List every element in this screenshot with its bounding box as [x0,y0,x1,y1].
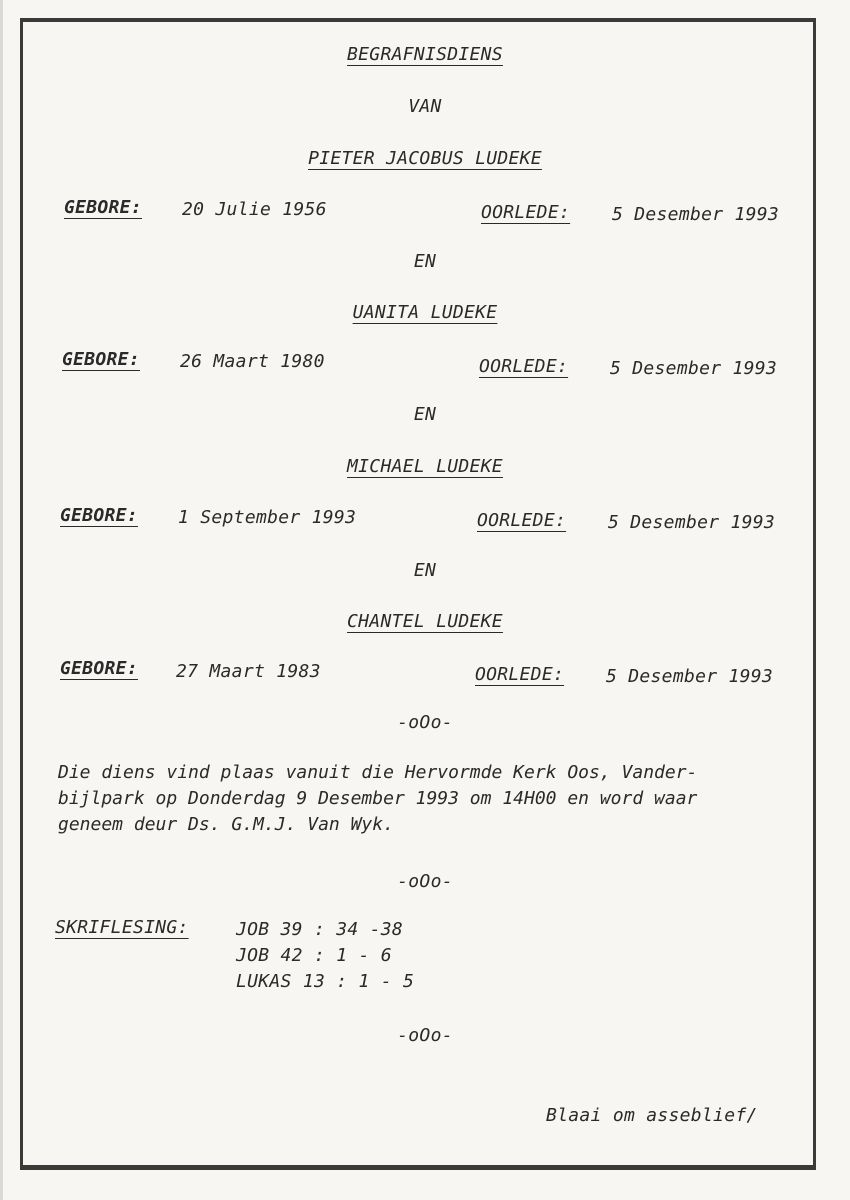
page-title: BEGRAFNISDIENS [347,44,503,65]
died-label-3: OORLEDE: [477,510,567,531]
died-date-4: 5 Desember 1993 [606,666,774,687]
page-border [20,18,816,1170]
born-label-4: GEBORE: [60,658,138,679]
born-label-3: GEBORE: [60,505,138,526]
died-label-2: OORLEDE: [479,356,569,377]
reading-label: SKRIFLESING: [55,917,189,938]
separator-1: -oOo- [397,712,453,733]
born-date-4: 27 Maart 1983 [176,661,321,682]
service-paragraph [58,760,838,838]
en-text-1: EN [413,251,437,272]
born-date-3: 1 September 1993 [178,507,357,528]
separator-2: -oOo- [397,871,453,892]
van-text: VAN [408,96,442,117]
person-name-3: MICHAEL LUDEKE [347,456,503,477]
service-line-2: bijlpark op Donderdag 9 Desember 1993 om 14H00 en word waar [58,788,698,809]
service-line-1: Die diens vind plaas vanuit die Hervormde Kerk Oos, Vander- [58,762,698,783]
died-label-1: OORLEDE: [481,202,571,223]
person-name-2: UANITA LUDEKE [352,302,498,323]
person-name-4: CHANTEL LUDEKE [347,611,503,632]
born-label-1: GEBORE: [64,197,142,218]
separator-3: -oOo- [397,1025,453,1046]
reading-item-1: JOB 39 : 34 -38 [236,919,404,940]
footer-note: Blaai om asseblief/ [546,1105,758,1126]
born-date-1: 20 Julie 1956 [182,199,327,220]
born-date-2: 26 Maart 1980 [180,351,325,372]
service-line-3: geneem deur Ds. G.M.J. Van Wyk. [58,814,394,835]
died-date-1: 5 Desember 1993 [612,204,780,225]
died-date-2: 5 Desember 1993 [610,358,778,379]
died-label-4: OORLEDE: [475,664,565,685]
person-name-1: PIETER JACOBUS LUDEKE [308,148,542,169]
page-left-edge [0,0,3,1200]
en-text-2: EN [413,404,437,425]
reading-item-2: JOB 42 : 1 - 6 [236,945,392,966]
reading-item-3: LUKAS 13 : 1 - 5 [236,971,415,992]
died-date-3: 5 Desember 1993 [608,512,776,533]
en-text-3: EN [413,560,437,581]
born-label-2: GEBORE: [62,349,140,370]
